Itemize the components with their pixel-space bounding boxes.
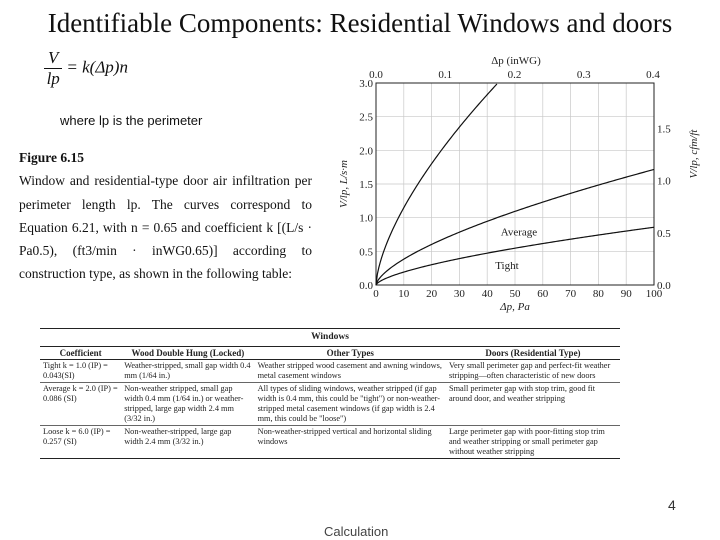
y-axis-label: V/lp, L/s·m xyxy=(338,160,350,208)
perimeter-note: where lp is the perimeter xyxy=(60,113,203,128)
x-tick-label: 50 xyxy=(509,288,521,300)
x-tick-label: 40 xyxy=(481,288,493,300)
y2-tick-label: 1.0 xyxy=(657,175,671,188)
col-wood-double-hung: Wood Double Hung (Locked) xyxy=(121,347,254,360)
y-tick-label: 3.0 xyxy=(359,78,373,90)
table-cell: Non-weather-stripped, large gap width 2.4 mm (3/32 in.) xyxy=(121,426,254,459)
x-tick-label: 20 xyxy=(426,288,438,300)
infiltration-formula xyxy=(44,48,128,89)
top-tick-label: 0.1 xyxy=(438,69,453,81)
x-tick-label: 100 xyxy=(645,288,663,300)
x-tick-label: 80 xyxy=(592,288,604,300)
footer-calculation-label: Calculation xyxy=(324,524,389,539)
x-tick-label: 60 xyxy=(537,288,549,300)
table-cell: Small perimeter gap with stop trim, good fit around door, and weather stripping xyxy=(446,383,620,426)
figure-caption-text: Window and residential-type door air infiltration per perimeter length lp. The curves correspond to Equation 6.21, with n = 0.65 and coefficient k [(L/s · Pa0.5), (ft3/min · inWG0.65)] according to construction type, as shown in the following table: xyxy=(19,173,312,282)
x-tick-label: 0 xyxy=(373,288,379,300)
top-tick-label: 0.4 xyxy=(646,69,660,81)
x-tick-label: 90 xyxy=(620,288,632,300)
table-row xyxy=(40,383,620,426)
y-tick-label: 0.0 xyxy=(359,280,373,292)
y-tick-label: 1.0 xyxy=(359,212,373,225)
table-row xyxy=(40,426,620,459)
top-tick-label: 0.2 xyxy=(507,69,522,81)
y2-tick-label: 0.0 xyxy=(657,280,671,292)
table-cell: Very small perimeter gap and perfect-fit weather stripping—often characteristic of new doors xyxy=(446,360,620,383)
x-axis-label: Δp, Pa xyxy=(500,301,530,313)
formula-rhs: = k(Δp)n xyxy=(66,57,128,77)
table-cell: Large perimeter gap with poor-fitting stop trim and weather stripping or small perimeter gap without weather stripping xyxy=(446,426,620,459)
infiltration-chart-svg xyxy=(336,50,708,318)
table-cell: All types of sliding windows, weather stripped (if gap width is 0.4 mm, this could be "tight") or non-weather-stripped metal casement windows (if gap width is 2.4 mm, this could be "loose") xyxy=(255,383,446,426)
top-tick-label: 0.3 xyxy=(576,69,591,81)
y2-tick-label: 0.5 xyxy=(657,227,671,240)
x-tick-label: 70 xyxy=(565,288,577,300)
table-caption: Windows xyxy=(40,329,620,347)
col-other-types: Other Types xyxy=(255,347,446,360)
y-tick-label: 2.0 xyxy=(359,145,373,158)
formula-denominator: lp xyxy=(46,69,60,88)
table-cell: Average k = 2.0 (IP) = 0.086 (SI) xyxy=(40,383,121,426)
figure-caption xyxy=(19,146,312,286)
y-tick-label: 1.5 xyxy=(359,179,373,191)
series-label-average: Average xyxy=(500,226,538,239)
table-cell: Non-weather-stripped vertical and horizontal sliding windows xyxy=(255,426,446,459)
page-number: 4 xyxy=(668,497,676,513)
series-label-tight: Tight xyxy=(495,260,519,273)
table-cell: Non-weather stripped, small gap width 0.4 mm (1/64 in.) or weather-stripped, large gap width 2.4 mm (3/32 in.) xyxy=(121,383,254,426)
x-tick-label: 10 xyxy=(398,288,410,300)
table-row xyxy=(40,360,620,383)
figure-label: Figure 6.15 xyxy=(19,150,84,165)
y2-axis-label: V/lp, cfm/ft xyxy=(688,129,700,179)
col-doors: Doors (Residential Type) xyxy=(446,347,620,360)
y2-tick-label: 1.5 xyxy=(657,123,671,136)
table-cell: Loose k = 6.0 (IP) = 0.257 (SI) xyxy=(40,426,121,459)
y-tick-label: 0.5 xyxy=(359,246,373,259)
col-coefficient: Coefficient xyxy=(40,347,121,360)
table-cell: Tight k = 1.0 (IP) = 0.043(SI) xyxy=(40,360,121,383)
windows-table-wrap xyxy=(40,328,620,524)
formula-fraction xyxy=(44,48,62,89)
top-axis-label: Δp (inWG) xyxy=(491,55,541,67)
formula-numerator: V xyxy=(44,48,62,69)
top-tick-label: 0.0 xyxy=(369,69,383,81)
y-tick-label: 2.5 xyxy=(359,111,373,124)
x-tick-label: 30 xyxy=(453,288,465,300)
table-cell: Weather stripped wood casement and awning windows, metal casement windows xyxy=(255,360,446,383)
infiltration-chart xyxy=(336,50,708,323)
windows-table xyxy=(40,328,620,459)
slide-title: Identifiable Components: Residential Windows and doors xyxy=(47,8,673,38)
table-cell: Weather-stripped, small gap width 0.4 mm (1/64 in.) xyxy=(121,360,254,383)
